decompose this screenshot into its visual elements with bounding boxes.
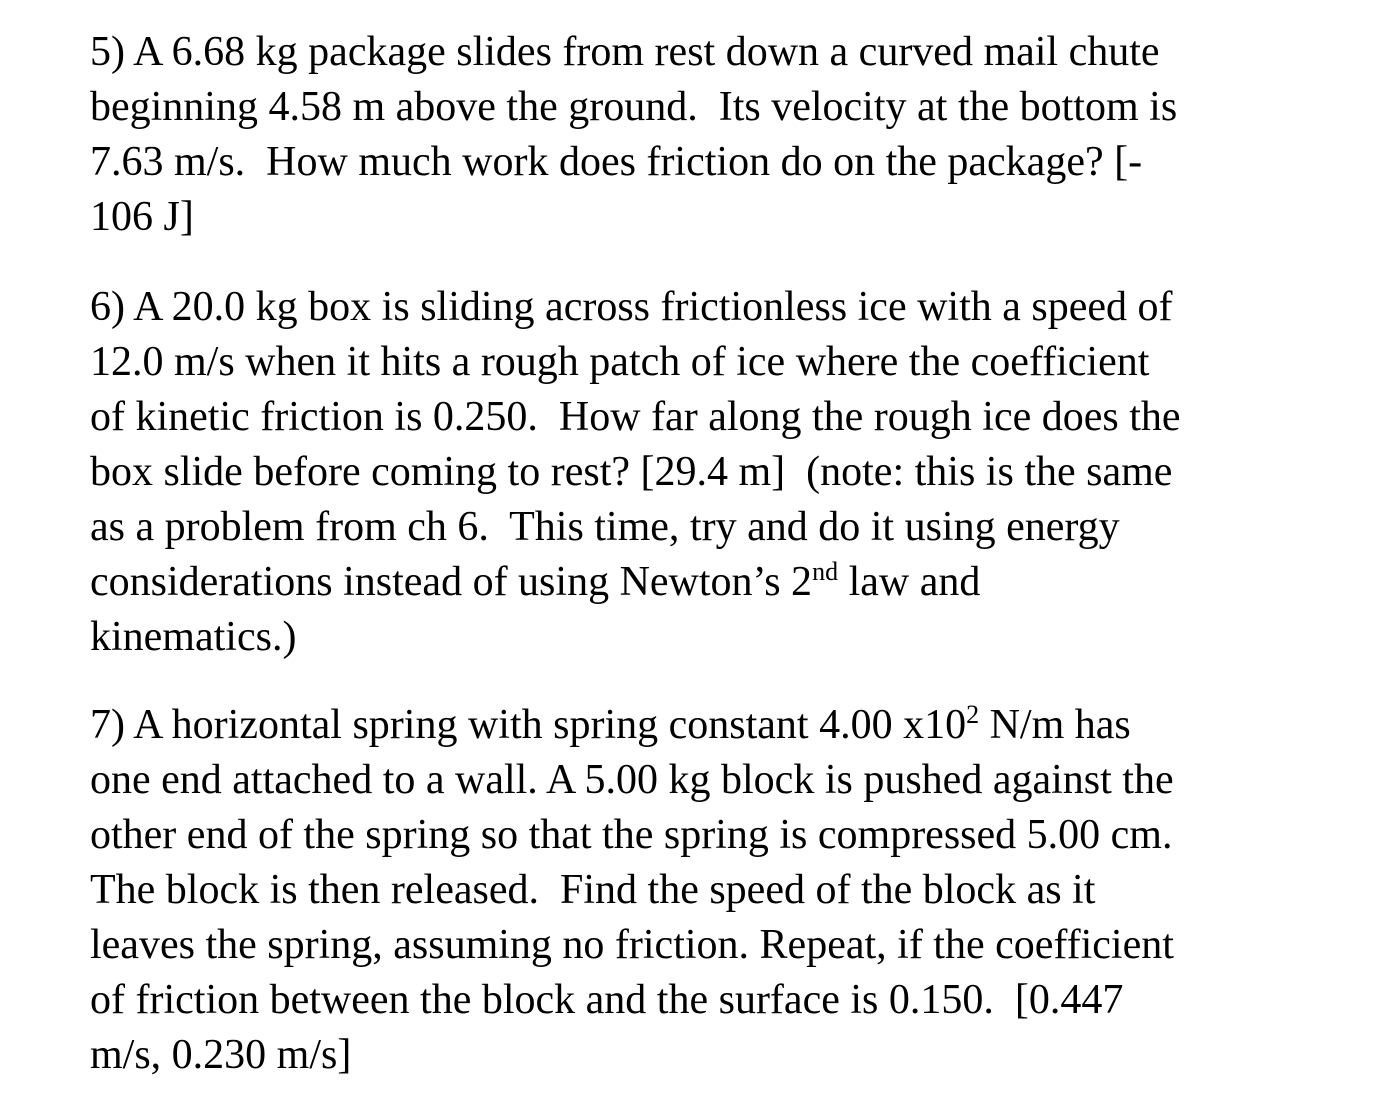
problem-7-line-5: leaves the spring, assuming no friction. Repeat, if the coefficient xyxy=(90,922,1174,968)
problem-7-line-7: m/s, 0.230 m/s] xyxy=(90,1032,352,1078)
problem-5 xyxy=(90,25,1360,245)
problem-6-line-5: as a problem from ch 6. This time, try and do it using energy xyxy=(90,504,1120,550)
problem-7-line-1 xyxy=(90,698,1360,753)
problem-5-line-2: beginning 4.58 m above the ground. Its velocity at the bottom is xyxy=(90,84,1178,130)
problem-5-line-4: 106 J] xyxy=(90,194,194,240)
problem-6-line-6 xyxy=(90,555,1360,610)
problem-7-line-3: other end of the spring so that the spring is compressed 5.00 cm. xyxy=(90,812,1173,858)
problem-6-line-2: 12.0 m/s when it hits a rough patch of ice where the coefficient xyxy=(90,339,1150,385)
problem-6-line-6-tail: law and xyxy=(838,559,981,605)
problem-6-line-1: 6) A 20.0 kg box is sliding across frictionless ice with a speed of xyxy=(90,284,1173,330)
problem-7-line-1-tail: N/m has xyxy=(979,702,1131,748)
problem-7-line-2: one end attached to a wall. A 5.00 kg block is pushed against the xyxy=(90,757,1174,803)
problem-6-line-6-text: considerations instead of using Newton’s 2 xyxy=(90,559,813,605)
ordinal-superscript: nd xyxy=(812,557,839,586)
problem-5-line-1: 5) A 6.68 kg package slides from rest down a curved mail chute xyxy=(90,29,1160,75)
problem-5-line-3: 7.63 m/s. How much work does friction do on the package? [- xyxy=(90,139,1143,185)
problem-7 xyxy=(90,698,1360,1083)
exponent-superscript: 2 xyxy=(966,700,980,729)
problem-6 xyxy=(90,280,1360,665)
problem-7-line-4: The block is then released. Find the speed of the block as it xyxy=(90,867,1096,913)
problem-6-line-3: of kinetic friction is 0.250. How far along the rough ice does the xyxy=(90,394,1181,440)
problem-6-line-7: kinematics.) xyxy=(90,614,297,660)
problem-7-line-1-text: 7) A horizontal spring with spring constant 4.00 x10 xyxy=(90,702,967,748)
problem-6-line-4: box slide before coming to rest? [29.4 m] (note: this is the same xyxy=(90,449,1173,495)
problem-7-line-6: of friction between the block and the surface is 0.150. [0.447 xyxy=(90,977,1124,1023)
